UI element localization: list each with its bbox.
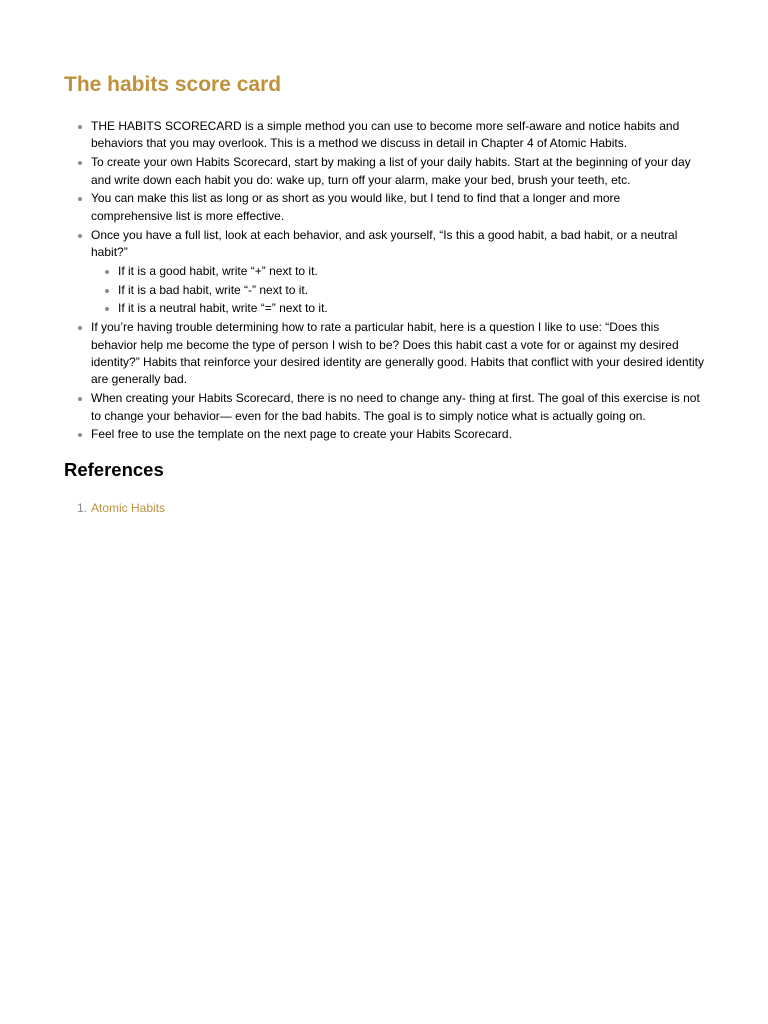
list-item-text: THE HABITS SCORECARD is a simple method you can use to become more self-aware and notice habits and behaviors that you may overlook. This is a method we discuss in detail in Chapter 4 of Atomic Habits.: [91, 119, 680, 151]
list-item: [64, 390, 704, 425]
page-title: The habits score card: [64, 73, 282, 96]
sub-list-item-text: If it is a bad habit, write “-” next to it.: [118, 282, 309, 297]
sub-list-item: [91, 300, 704, 317]
sub-list-item-text: If it is a neutral habit, write “=” next to it.: [118, 301, 328, 316]
list-item: [64, 319, 704, 389]
list-item-text: You can make this list as long or as short as you would like, but I tend to find that a longer and more comprehensive list is more effective.: [91, 191, 621, 223]
reference-link-atomic-habits[interactable]: Atomic Habits: [91, 500, 166, 515]
list-item-text: To create your own Habits Scorecard, start by making a list of your daily habits. Start at the beginning of your day and write down each habit you do: wake up, turn off your alarm, make your bed, brush your teeth, etc.: [91, 155, 691, 187]
list-item-text: If you’re having trouble determining how to rate a particular habit, here is a question I like to use: “Does this behavior help me become the type of person I wish to be? Does this habit cast a vote for or against my desired identity?” Habits that reinforce your desired identity are generally good. Habits that conflict with your desired identity are generally bad.: [91, 320, 704, 387]
list-item: [64, 227, 704, 318]
rating-sub-list: [91, 263, 704, 318]
list-item: [64, 426, 704, 443]
sub-list-item: [91, 282, 704, 299]
reference-item: [64, 500, 704, 517]
list-item: [64, 118, 704, 153]
list-item: [64, 154, 704, 189]
habits-bullet-list: [64, 118, 704, 444]
list-item: [64, 190, 704, 225]
references-heading: References: [64, 458, 164, 480]
list-item-text: Feel free to use the template on the next page to create your Habits Scorecard.: [91, 427, 512, 442]
references-list: [64, 500, 704, 517]
list-item-text: Once you have a full list, look at each behavior, and ask yourself, “Is this a good habit, a bad habit, or a neutral habit?”: [91, 227, 678, 260]
reference-number: 1.: [77, 500, 88, 515]
sub-list-item: [91, 263, 704, 280]
list-item-text: When creating your Habits Scorecard, there is no need to change any- thing at first. The goal of this exercise is not to change your behavior— even for the bad habits. The goal is to simply notice what is actually going on.: [91, 391, 700, 423]
sub-list-item-text: If it is a good habit, write “+” next to it.: [118, 263, 318, 278]
